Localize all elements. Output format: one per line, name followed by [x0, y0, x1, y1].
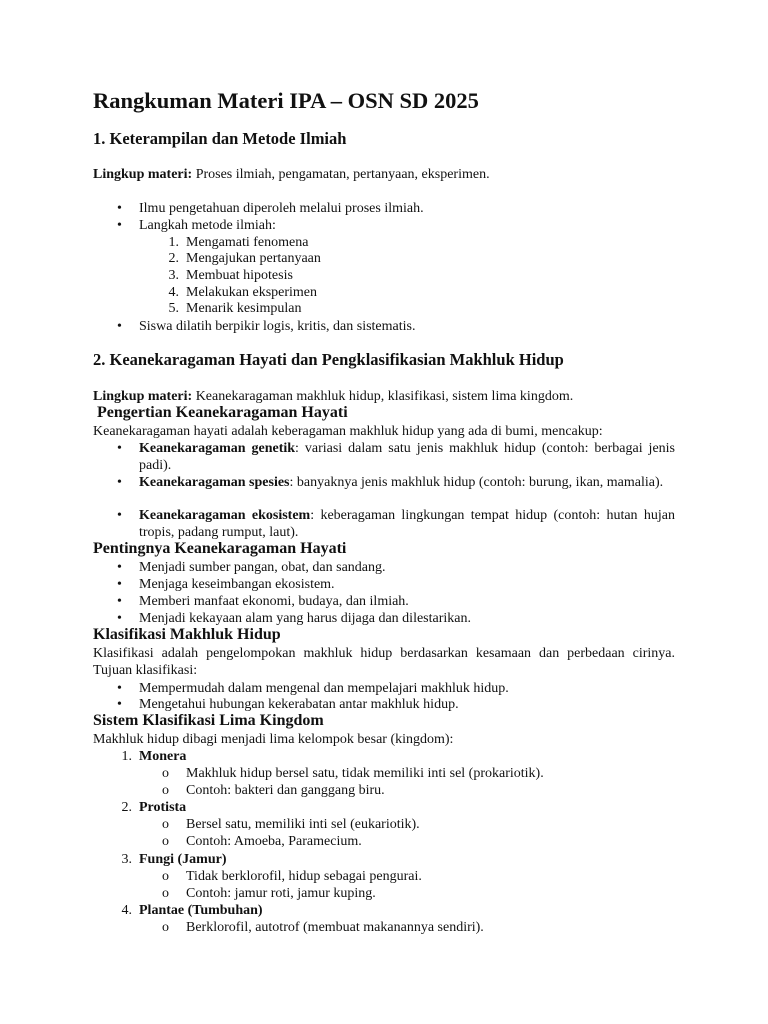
kingdom-name: Monera — [139, 749, 187, 764]
method-step — [168, 250, 321, 267]
step-number: 4. — [168, 285, 179, 300]
step-number: 1. — [168, 235, 179, 250]
section-1-scope — [93, 166, 675, 183]
klasifikasi-heading: Klasifikasi Makhluk Hidup — [93, 626, 281, 643]
kingdom-name: Fungi (Jamur) — [139, 852, 227, 867]
step-text: Mengajukan pertanyaan — [186, 251, 321, 266]
kingdom-item — [121, 748, 187, 765]
kingdom-point: o Berklorofil, autotrof (membuat makanannya sendiri). — [186, 919, 484, 936]
list-item: • Menjadi sumber pangan, obat, dan sandang. — [139, 559, 675, 576]
step-number: 5. — [168, 301, 179, 316]
kingdom-point: o Makhluk hidup bersel satu, tidak memiliki inti sel (prokariotik). — [186, 765, 544, 782]
pentingnya-heading: Pentingnya Keanekaragaman Hayati — [93, 540, 347, 557]
klasifikasi-intro: Klasifikasi adalah pengelompokan makhluk hidup berdasarkan kesamaan dan perbedaan cirinya. Tujuan klasifikasi: — [93, 646, 675, 678]
kingdom-number: 1. — [121, 749, 132, 764]
kingdom-number: 3. — [121, 852, 132, 867]
list-item: • Langkah metode ilmiah: — [139, 217, 675, 234]
kingdom-item — [121, 799, 187, 816]
diversity-text: : keberagaman lingkungan tempat hidup (contoh: hutan hujan tropis, padang rumput, laut). — [139, 508, 675, 540]
kingdom-point: o Contoh: jamur roti, jamur kuping. — [186, 885, 376, 902]
list-item: • Siswa dilatih berpikir logis, kritis, dan sistematis. — [139, 318, 675, 335]
step-text: Menarik kesimpulan — [186, 301, 302, 316]
page-title: Rangkuman Materi IPA – OSN SD 2025 — [93, 88, 479, 113]
section-2-heading: 2. Keanekaragaman Hayati dan Pengklasifikasian Makhluk Hidup — [93, 350, 564, 369]
scope-label: Lingkup materi: — [93, 167, 193, 182]
step-number: 2. — [168, 251, 179, 266]
step-number: 3. — [168, 268, 179, 283]
method-step — [168, 234, 309, 251]
pengertian-heading: Pengertian Keanekaragaman Hayati — [97, 404, 348, 421]
kingdom-point: o Bersel satu, memiliki inti sel (eukariotik). — [186, 816, 420, 833]
kingdom-number: 4. — [121, 903, 132, 918]
diversity-item — [139, 474, 675, 491]
step-text: Melakukan eksperimen — [186, 285, 318, 300]
kingdom-point: o Contoh: bakteri dan ganggang biru. — [186, 782, 385, 799]
step-text: Membuat hipotesis — [186, 268, 293, 283]
diversity-text: : banyaknya jenis makhluk hidup (contoh: burung, ikan, mamalia). — [289, 475, 664, 490]
kingdom-item — [121, 902, 263, 919]
diversity-term: Keanekaragaman genetik — [139, 441, 296, 456]
diversity-term: Keanekaragaman spesies — [139, 475, 290, 490]
diversity-item — [139, 507, 675, 541]
pengertian-intro: Keanekaragaman hayati adalah keberagaman makhluk hidup yang ada di bumi, mencakup: — [93, 424, 603, 439]
diversity-term: Keanekaragaman ekosistem — [139, 508, 311, 523]
diversity-text: : variasi dalam satu jenis makhluk hidup (contoh: berbagai jenis padi). — [139, 441, 675, 473]
list-item: • Mengetahui hubungan kekerabatan antar makhluk hidup. — [139, 696, 675, 713]
scope-label: Lingkup materi: — [93, 389, 193, 404]
kingdom-name: Plantae (Tumbuhan) — [139, 903, 263, 918]
section-1-heading: 1. Keterampilan dan Metode Ilmiah — [93, 129, 347, 148]
kingdom-number: 2. — [121, 800, 132, 815]
sistem-heading: Sistem Klasifikasi Lima Kingdom — [93, 712, 324, 729]
scope-text: Proses ilmiah, pengamatan, pertanyaan, eksperimen. — [192, 167, 490, 182]
scope-text: Keanekaragaman makhluk hidup, klasifikasi, sistem lima kingdom. — [192, 389, 574, 404]
kingdom-item — [121, 851, 227, 868]
list-item: • Menjadi kekayaan alam yang harus dijaga dan dilestarikan. — [139, 610, 675, 627]
list-item: • Ilmu pengetahuan diperoleh melalui proses ilmiah. — [139, 200, 675, 217]
method-step — [168, 267, 293, 284]
sistem-intro: Makhluk hidup dibagi menjadi lima kelompok besar (kingdom): — [93, 732, 454, 747]
list-item: • Memberi manfaat ekonomi, budaya, dan ilmiah. — [139, 593, 675, 610]
list-item: • Menjaga keseimbangan ekosistem. — [139, 576, 675, 593]
method-step — [168, 300, 302, 317]
kingdom-point: o Contoh: Amoeba, Paramecium. — [186, 833, 362, 850]
method-step — [168, 284, 318, 301]
diversity-item — [139, 440, 675, 474]
step-text: Mengamati fenomena — [186, 235, 309, 250]
section-2-scope — [93, 388, 675, 405]
list-item: • Mempermudah dalam mengenal dan mempelajari makhluk hidup. — [139, 680, 675, 697]
kingdom-name: Protista — [139, 800, 187, 815]
kingdom-point: o Tidak berklorofil, hidup sebagai pengurai. — [186, 868, 422, 885]
